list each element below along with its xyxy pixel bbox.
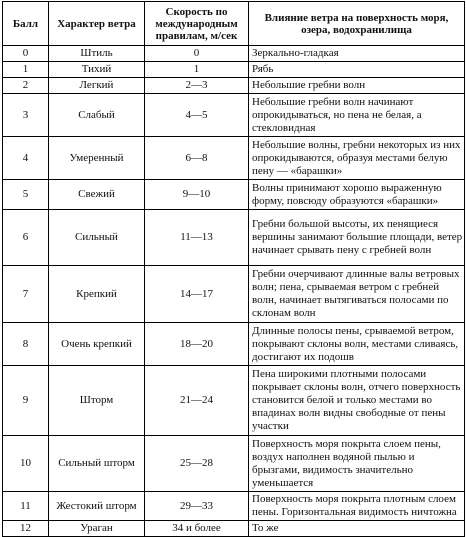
table-row xyxy=(3,137,465,180)
score-cell: 6 xyxy=(3,210,49,266)
speed-cell: 14—17 xyxy=(145,266,249,323)
character-cell: Тихий xyxy=(49,62,145,78)
score-cell: 7 xyxy=(3,266,49,323)
character-cell: Свежий xyxy=(49,180,145,210)
beaufort-scale-table xyxy=(2,1,465,537)
header-character: Характер ветра xyxy=(49,2,145,46)
header-row xyxy=(3,2,465,46)
effect-cell: Пена широкими плотными полосами покрывает склоны волн, отчего поверхность становится белой и только местами во впадинах волн видны свободные от пены участки xyxy=(249,366,465,436)
effect-cell: Гребни очерчивают длинные валы ветровых волн; пена, срываемая ветром с гребней волн, начинает вытягиваться полосами по склонам волн xyxy=(249,266,465,323)
effect-cell: Поверхность моря покрыта плотным слоем пены. Горизонтальная видимость ничтожна xyxy=(249,492,465,521)
score-cell: 8 xyxy=(3,323,49,366)
character-cell: Слабый xyxy=(49,94,145,137)
score-cell: 2 xyxy=(3,78,49,94)
character-cell: Ураган xyxy=(49,521,145,537)
speed-cell: 21—24 xyxy=(145,366,249,436)
speed-cell: 2—3 xyxy=(145,78,249,94)
table-row xyxy=(3,210,465,266)
score-cell: 11 xyxy=(3,492,49,521)
table-row xyxy=(3,366,465,436)
table-row xyxy=(3,94,465,137)
table-row xyxy=(3,78,465,94)
effect-cell: Поверхность моря покрыта слоем пены, воздух наполнен водяной пылью и брызгами, видимость значительно уменьшается xyxy=(249,436,465,492)
character-cell: Жестокий шторм xyxy=(49,492,145,521)
character-cell: Очень крепкий xyxy=(49,323,145,366)
table-row xyxy=(3,62,465,78)
character-cell: Крепкий xyxy=(49,266,145,323)
speed-cell: 1 xyxy=(145,62,249,78)
speed-cell: 11—13 xyxy=(145,210,249,266)
effect-cell: Рябь xyxy=(249,62,465,78)
score-cell: 9 xyxy=(3,366,49,436)
table-row xyxy=(3,46,465,62)
header-speed: Скорость по международным правилам, м/сек xyxy=(145,2,249,46)
speed-cell: 29—33 xyxy=(145,492,249,521)
speed-cell: 9—10 xyxy=(145,180,249,210)
score-cell: 4 xyxy=(3,137,49,180)
effect-cell: Небольшие гребни волн начинают опрокидываться, но пена не белая, а стекловидная xyxy=(249,94,465,137)
score-cell: 5 xyxy=(3,180,49,210)
speed-cell: 18—20 xyxy=(145,323,249,366)
effect-cell: Небольшие гребни волн xyxy=(249,78,465,94)
table-row xyxy=(3,521,465,537)
table-row xyxy=(3,180,465,210)
speed-cell: 34 и более xyxy=(145,521,249,537)
speed-cell: 25—28 xyxy=(145,436,249,492)
score-cell: 3 xyxy=(3,94,49,137)
character-cell: Сильный шторм xyxy=(49,436,145,492)
effect-cell: Гребни большой высоты, их пенящиеся вершины занимают большие площади, ветер начинает срывать пену с гребней волн xyxy=(249,210,465,266)
header-effect: Влияние ветра на поверхность моря, озера, водохранилища xyxy=(249,2,465,46)
table-row xyxy=(3,492,465,521)
effect-cell: Зеркально-гладкая xyxy=(249,46,465,62)
effect-cell: То же xyxy=(249,521,465,537)
header-score: Балл xyxy=(3,2,49,46)
score-cell: 1 xyxy=(3,62,49,78)
character-cell: Сильный xyxy=(49,210,145,266)
table-row xyxy=(3,436,465,492)
speed-cell: 4—5 xyxy=(145,94,249,137)
character-cell: Умеренный xyxy=(49,137,145,180)
character-cell: Штиль xyxy=(49,46,145,62)
table-row xyxy=(3,266,465,323)
effect-cell: Длинные полосы пены, срываемой ветром, покрывают склоны волн, местами сливаясь, достигают их подошв xyxy=(249,323,465,366)
speed-cell: 6—8 xyxy=(145,137,249,180)
score-cell: 12 xyxy=(3,521,49,537)
table-row xyxy=(3,323,465,366)
score-cell: 10 xyxy=(3,436,49,492)
character-cell: Шторм xyxy=(49,366,145,436)
speed-cell: 0 xyxy=(145,46,249,62)
score-cell: 0 xyxy=(3,46,49,62)
effect-cell: Волны принимают хорошо выраженную форму, повсюду образуются «барашки» xyxy=(249,180,465,210)
character-cell: Легкий xyxy=(49,78,145,94)
effect-cell: Небольшие волны, гребни некоторых из них опрокидываются, образуя местами белую пену — «барашки» xyxy=(249,137,465,180)
